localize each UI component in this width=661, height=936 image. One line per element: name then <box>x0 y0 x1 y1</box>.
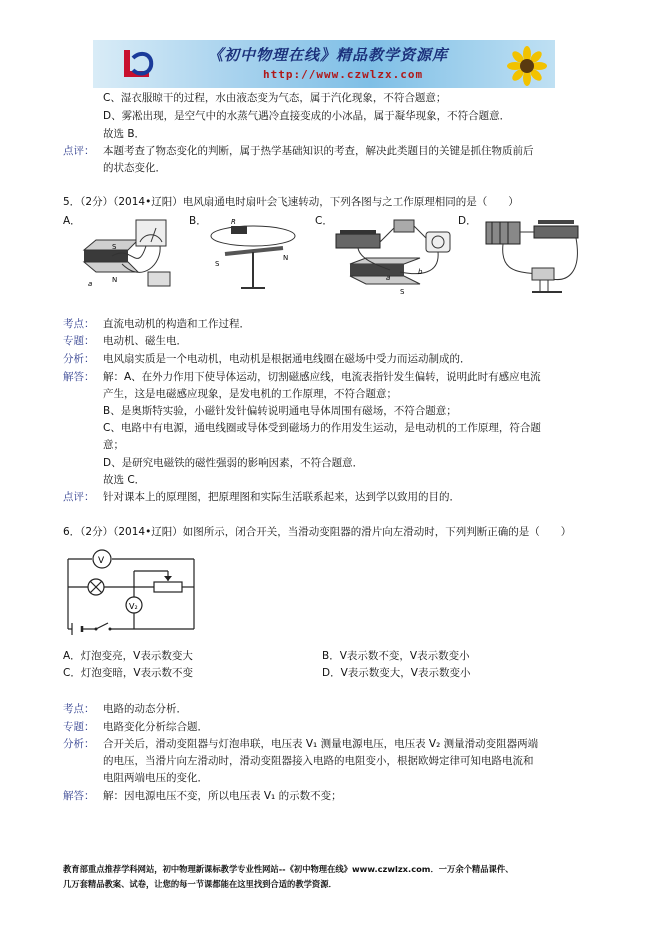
q6-kaodian: 电路的动态分析． <box>103 703 187 715</box>
q5-jieda-2: 产生，这是电磁感应现象，是发电机的工作原理，不符合题意； <box>103 388 397 400</box>
fig-b-s-label: S <box>215 260 220 268</box>
meter-v-label: V <box>98 556 105 566</box>
q5-letter-d: D． <box>458 215 477 227</box>
site-logo-icon <box>119 44 159 84</box>
q6-fenxi-label: 分析： <box>63 738 95 750</box>
fig-a-a-label: a <box>88 280 93 288</box>
fig-a-s-label: S <box>112 243 117 251</box>
q5-figure-b-oersted <box>205 214 300 294</box>
q6-jieda-label: 解答： <box>63 790 95 802</box>
q5-jieda-5: 意； <box>103 439 124 451</box>
fig-b-n-label: N <box>283 254 289 262</box>
q5-figure-c-motor <box>330 214 455 302</box>
q6-kaodian-label: 考点： <box>63 703 95 715</box>
q5-jieda-4: C、电路中有电源，通电线圈或导体受到磁场力的作用发生运动，是电动机的工作原理，符合题 <box>103 422 541 434</box>
banner-url: http://www.czwlzx.com <box>263 68 424 81</box>
sunflower-icon <box>505 46 549 86</box>
q5-dianping: 针对课本上的原理图，把原理图和实际生活联系起来，达到学以致用的目的． <box>103 491 460 503</box>
prev-comment-2: 的状态变化． <box>103 162 166 174</box>
q5-dianping-label: 点评： <box>63 491 95 503</box>
q5-kaodian: 直流电动机的构造和工作过程． <box>103 318 250 330</box>
q6-zhuanti: 电路变化分析综合题． <box>103 721 208 733</box>
prev-comment-label: 点评： <box>63 145 95 157</box>
fig-b-r-label: R <box>231 218 236 226</box>
q6-option-a: A．灯泡变亮，V表示数变大 <box>63 650 193 662</box>
q6-fenxi-3: 电阻两端电压的变化． <box>103 772 208 784</box>
fig-c-a-label: a <box>386 274 391 282</box>
q6-circuit-diagram <box>64 545 200 635</box>
q5-jieda-label: 解答： <box>63 371 95 383</box>
q6-jieda-1: 解：因电源电压不变，所以电压表 V₁ 的示数不变； <box>103 790 342 802</box>
q5-fenxi: 电风扇实质是一个电动机，电动机是根据通电线圈在磁场中受力而运动制成的． <box>103 353 471 365</box>
q5-figure-a-generator <box>82 214 187 300</box>
q5-zhuanti: 电动机、磁生电． <box>103 335 187 347</box>
q6-zhuanti-label: 专题： <box>63 721 95 733</box>
q5-choose: 故选 C． <box>103 474 146 486</box>
meter-v2-label: V₂ <box>129 602 138 611</box>
fig-c-s-label: S <box>400 288 405 296</box>
q5-stem: 5．（2分）（2014•辽阳）电风扇通电时扇叶会飞速转动，下列各图与之工作原理相同的是（ ） <box>63 196 519 208</box>
q6-stem: 6．（2分）（2014•辽阳）如图所示，闭合开关，当滑动变阻器的滑片向左滑动时，下列判断正确的是（ ） <box>63 526 572 538</box>
prev-option-c: C、湿衣服晾干的过程，水由液态变为气态，属于汽化现象，不符合题意； <box>103 92 447 104</box>
q6-option-c: C．灯泡变暗，V表示数不变 <box>63 667 194 679</box>
footer-line-1: 教育部重点推荐学科网站，初中物理新课标教学专业性网站--《初中物理在线》www.czwlzx.com．一万余个精品课件、 <box>63 864 514 874</box>
prev-comment-1: 本题考查了物态变化的判断，属于热学基础知识的考查，解决此类题目的关键是抓住物质前后 <box>103 145 534 157</box>
q5-fenxi-label: 分析： <box>63 353 95 365</box>
q5-zhuanti-label: 专题： <box>63 335 95 347</box>
q5-figure-d-electromagnet <box>478 212 588 302</box>
fig-c-b-label: b <box>418 268 423 276</box>
site-banner <box>93 40 555 88</box>
prev-choose: 故选 B． <box>103 128 146 140</box>
q5-jieda-6: D、是研究电磁铁的磁性强弱的影响因素，不符合题意． <box>103 457 364 469</box>
footer-line-2: 几万套精品教案、试卷，让您的每一节课都能在这里找到合适的教学资源． <box>63 879 337 889</box>
q6-fenxi-1: 合开关后，滑动变阻器与灯泡串联，电压表 V₁ 测量电源电压，电压表 V₂ 测量滑动变阻器两端 <box>103 738 539 750</box>
q6-option-d: D．V表示数变大，V表示数变小 <box>322 667 471 679</box>
q6-fenxi-2: 的电压，当滑片向左滑动时，滑动变阻器接入电路的电阻变小，根据欧姆定律可知电路电流和 <box>103 755 534 767</box>
q6-option-b: B．V表示数不变，V表示数变小 <box>322 650 470 662</box>
q5-letter-a: A． <box>63 215 81 227</box>
q5-kaodian-label: 考点： <box>63 318 95 330</box>
banner-title: 《初中物理在线》精品教学资源库 <box>208 46 449 64</box>
fig-a-n-label: N <box>112 276 118 284</box>
q5-letter-c: C． <box>315 215 333 227</box>
q5-jieda-3: B、是奥斯特实验，小磁针发针偏转说明通电导体周围有磁场，不符合题意； <box>103 405 457 417</box>
prev-option-d: D、雾凇出现，是空气中的水蒸气遇冷直接变成的小冰晶，属于凝华现象，不符合题意． <box>103 110 511 122</box>
q5-jieda-1: 解：A、在外力作用下使导体运动，切割磁感应线，电流表指针发生偏转，说明此时有感应电流 <box>103 371 541 383</box>
q5-letter-b: B． <box>189 215 207 227</box>
